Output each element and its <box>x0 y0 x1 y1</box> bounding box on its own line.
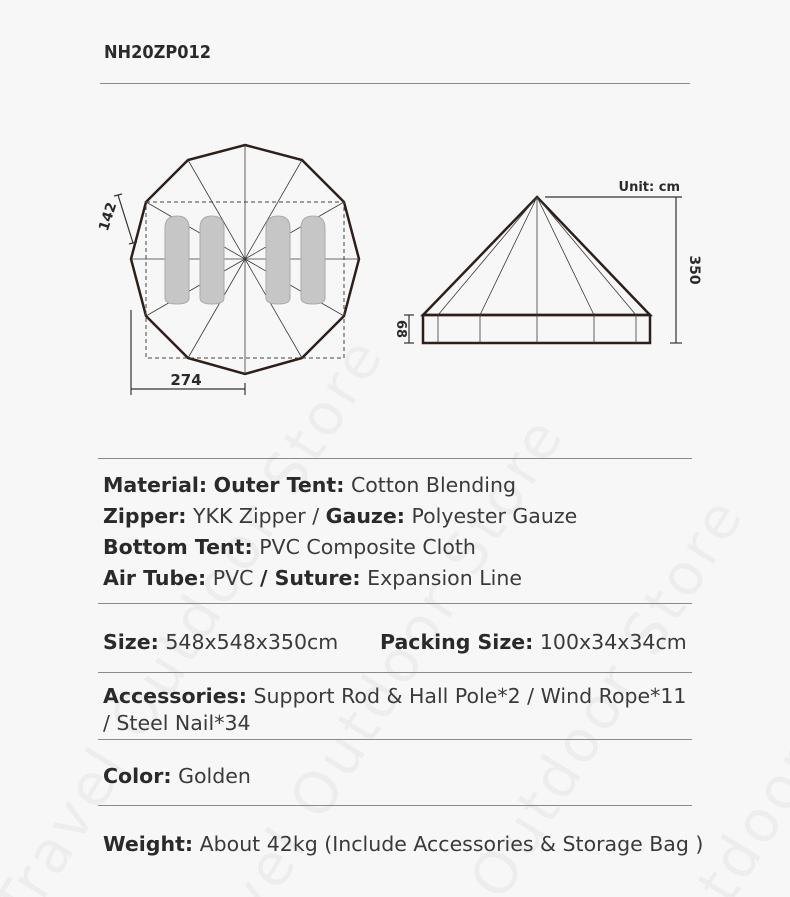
spec-size <box>103 630 338 654</box>
size-value: 548x548x350cm <box>165 630 339 654</box>
sleeping-pad-2 <box>200 216 224 304</box>
size-label: Size: <box>103 630 159 654</box>
gauze-value: Polyester Gauze <box>411 504 578 528</box>
spec-color <box>103 764 251 788</box>
divider-4 <box>98 739 692 740</box>
spec-accessories-cont <box>103 711 251 735</box>
bottom-tent-label: Bottom Tent: <box>103 535 253 559</box>
accessories-label: Accessories: <box>103 684 248 708</box>
divider-2 <box>98 603 692 604</box>
sleeping-pad-1 <box>165 216 189 304</box>
width-label: 274 <box>170 371 202 389</box>
material-label: Material: <box>103 473 208 497</box>
spec-bottom-tent <box>103 535 476 559</box>
spec-zipper <box>103 504 577 528</box>
outer-tent-value: Cotton Blending <box>350 473 516 497</box>
packing-size-label: Packing Size: <box>380 630 534 654</box>
weight-label: Weight: <box>103 832 194 856</box>
side-view <box>393 180 702 343</box>
divider-5 <box>98 805 692 806</box>
height-dimension-line <box>545 197 682 343</box>
divider-3 <box>98 672 692 673</box>
total-height-label: 350 <box>686 255 702 285</box>
model-number: NH20ZP012 <box>104 42 212 63</box>
air-tube-value: PVC <box>212 566 254 590</box>
side-length-label: 142 <box>96 200 121 234</box>
packing-size-value: 100x34x34cm <box>539 630 687 654</box>
gauze-label: Gauze: <box>325 504 405 528</box>
color-label: Color: <box>103 764 172 788</box>
zipper-label: Zipper: <box>103 504 187 528</box>
wall-height-label: 68 <box>393 319 408 339</box>
outer-tent-label: Outer Tent: <box>213 473 345 497</box>
spec-accessories <box>103 684 686 708</box>
side-view-roof <box>423 197 650 315</box>
accessories-value-line2: / Steel Nail*34 <box>103 711 251 735</box>
side-view-wall <box>423 315 650 343</box>
side-dimension-line <box>114 194 137 244</box>
suture-value: Expansion Line <box>367 566 522 590</box>
color-value: Golden <box>178 764 251 788</box>
zipper-value: YKK Zipper / <box>192 504 320 528</box>
top-view <box>96 145 359 395</box>
spec-air-tube <box>103 566 522 590</box>
bottom-tent-value: PVC Composite Cloth <box>259 535 476 559</box>
unit-label: Unit: cm <box>618 180 680 195</box>
accessories-value-line1: Support Rod & Hall Pole*2 / Wind Rope*11 <box>253 684 687 708</box>
divider-1 <box>98 458 692 459</box>
sleeping-pad-4 <box>301 216 325 304</box>
spec-weight <box>103 832 703 856</box>
tent-diagram <box>0 0 790 440</box>
spec-packing-size <box>380 630 687 654</box>
weight-value: About 42kg (Include Accessories & Storage Bag ) <box>199 832 704 856</box>
suture-label: / Suture: <box>260 566 361 590</box>
air-tube-label: Air Tube: <box>103 566 207 590</box>
sleeping-pad-3 <box>266 216 290 304</box>
spec-material <box>103 473 516 497</box>
